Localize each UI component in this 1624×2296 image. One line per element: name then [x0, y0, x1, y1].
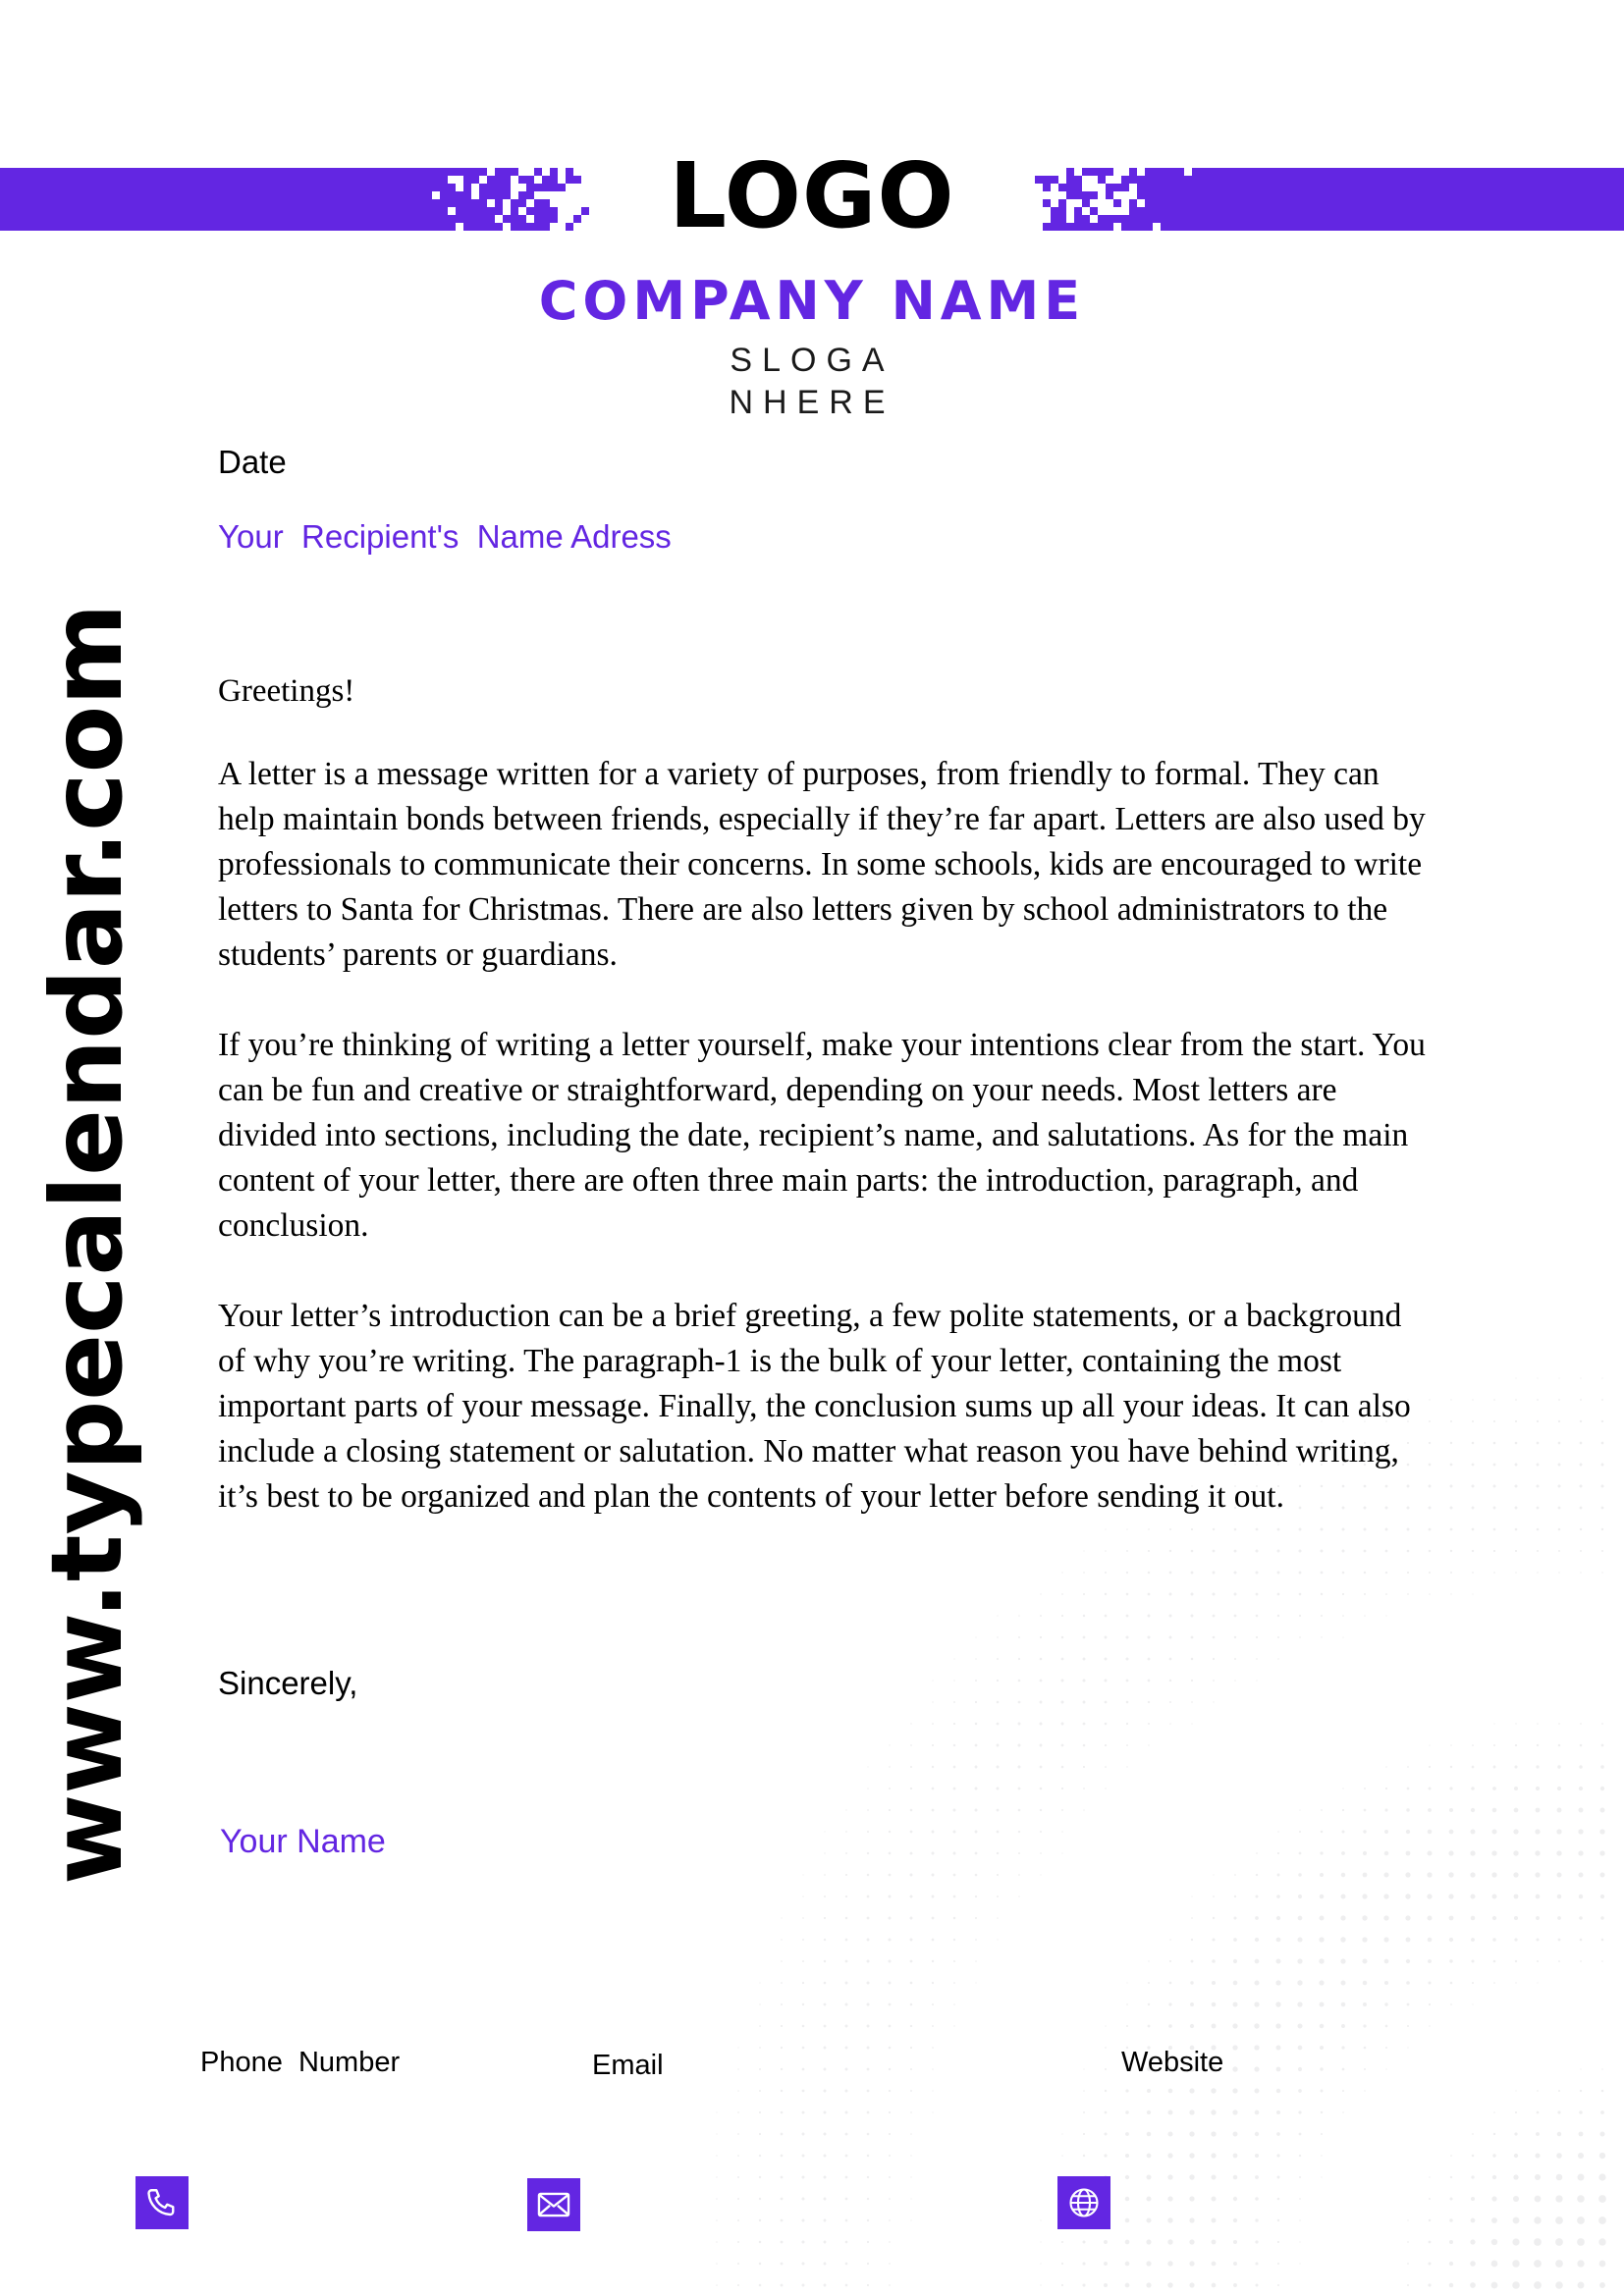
logo-text: LOGO [669, 143, 955, 248]
phone-icon [135, 2176, 189, 2229]
website-watermark: www.typecalendar.com [29, 603, 144, 1885]
greeting: Greetings! [218, 673, 355, 709]
signature-name: Your Name [220, 1823, 386, 1860]
body-paragraph-3: Your letter’s introduction can be a brief greeting, a few polite statements, or a background of why you’re writing. The paragraph-1 is the bulk of your letter, containing the most important parts of your message. Finally, the conclusion sums up all your ideas. It can also include a closing statement or salutation. No matter what reason you have behind writing, it’s best to be organized and plan the contents of your letter before sending it out. [218, 1298, 1411, 1515]
company-name: COMPANY NAME [538, 270, 1086, 332]
body-paragraph-2: If you’re thinking of writing a letter yourself, make your intentions clear from the start. You can be fun and creative or straightforward, depending on your needs. Most letters are divided into sections, including the date, recipient’s name, and salutations. As for the main content of your letter, there are often three main parts: the introduction, paragraph, and conclusion. [218, 1027, 1426, 1244]
body-paragraph-1: A letter is a message written for a variety of purposes, from friendly to formal. They can help maintain bonds between friends, especially if they’re far apart. Letters are also used by professionals to communicate their concerns. In some schools, kids are encouraged to write letters to Santa for Christmas. There are also letters given by school administrators to the students’ parents or guardians. [218, 756, 1426, 973]
website-label: Website [1121, 2047, 1224, 2078]
email-label: Email [592, 2050, 664, 2081]
closing: Sincerely, [218, 1665, 358, 1701]
email-icon [527, 2178, 580, 2231]
globe-icon [1057, 2176, 1110, 2229]
recipient-name-address: Your Recipient's Name Adress [218, 518, 672, 555]
slogan: SLOGANHERE [729, 342, 895, 421]
phone-number-label: Phone Number [200, 2047, 401, 2078]
date-label: Date [218, 444, 287, 480]
